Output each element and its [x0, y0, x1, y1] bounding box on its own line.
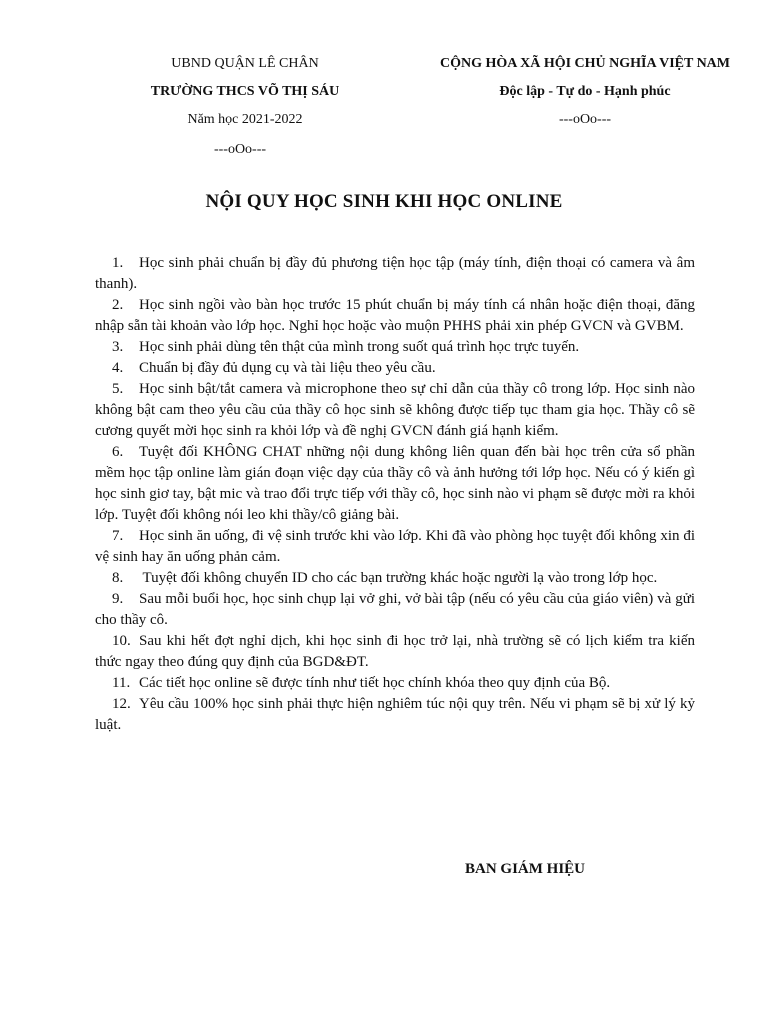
rule-item	[95, 526, 695, 568]
rule-number: 7.	[112, 528, 124, 544]
rule-item	[95, 631, 695, 673]
rule-text: Sau mỗi buổi học, học sinh chụp lại vở ghi, vở bài tập (nếu có yêu cầu của giáo viên) và gửi cho thầy cô.	[95, 591, 695, 628]
rule-text: Sau khi hết đợt nghỉ dịch, khi học sinh đi học trở lại, nhà trường sẽ có lịch kiểm tra kiến thức ngay theo đúng quy định của BGD&ĐT.	[95, 633, 695, 670]
rule-number: 5.	[112, 381, 124, 397]
header-left-separator: ---oOo---	[213, 142, 267, 157]
rule-number: 3.	[112, 339, 124, 355]
rule-text: Yêu cầu 100% học sinh phải thực hiện nghiêm túc nội quy trên. Nếu vi phạm sẽ bị xử lý kỷ luật.	[95, 696, 695, 733]
document-title: NỘI QUY HỌC SINH KHI HỌC ONLINE	[205, 191, 563, 212]
rule-text: Các tiết học online sẽ được tính như tiết học chính khóa theo quy định của Bộ.	[139, 675, 611, 691]
rule-item	[95, 253, 695, 295]
rule-text: Học sinh phải chuẩn bị đầy đủ phương tiện học tập (máy tính, điện thoại có camera và âm thanh).	[95, 255, 695, 292]
header-left	[110, 50, 380, 164]
rule-text: Chuẩn bị đầy đủ dụng cụ và tài liệu theo yêu cầu.	[139, 360, 436, 376]
signature-label: BAN GIÁM HIỆU	[465, 861, 586, 877]
rule-text: Tuyệt đối KHÔNG CHAT những nội dung không liên quan đến bài học trên cửa sổ phần mềm học tập online làm gián đoạn việc dạy của thầy cô và ảnh hưởng tới lớp học. Nếu có ý kiến gì học sinh giơ tay, bật mic và trao đổi trực tiếp với thầy cô, học sinh nào vi phạm sẽ được mời ra khỏi lớp. Tuyệt đối không nói leo khi thầy/cô giảng bài.	[95, 444, 695, 523]
header-right	[415, 50, 755, 134]
rule-number: 8.	[112, 570, 124, 586]
rule-number: 2.	[112, 297, 124, 313]
rule-item	[95, 295, 695, 337]
country-name: CỘNG HÒA XÃ HỘI CHỦ NGHĨA VIỆT NAM	[439, 56, 730, 71]
district-name: UBND QUẬN LÊ CHÂN	[171, 56, 319, 71]
national-motto: Độc lập - Tự do - Hạnh phúc	[499, 84, 671, 99]
rule-number: 6.	[112, 444, 124, 460]
school-year: Năm học 2021-2022	[187, 112, 303, 127]
rule-item	[95, 379, 695, 442]
rule-number: 9.	[112, 591, 124, 607]
rule-text: Học sinh bật/tắt camera và microphone theo sự chỉ dẫn của thầy cô trong lớp. Học sinh nào không bật cam theo yêu cầu của thầy cô học sinh sẽ không được tiếp tục tham gia học. Thầy cô sẽ cương quyết mời học sinh ra khỏi lớp và đề nghị GVCN đánh giá hạnh kiểm.	[95, 381, 695, 439]
rule-item	[95, 568, 695, 589]
rule-number: 12.	[112, 696, 131, 712]
rules-list	[95, 253, 695, 736]
rule-item	[95, 673, 695, 694]
rule-item	[95, 589, 695, 631]
rule-item	[95, 442, 695, 526]
rule-number: 10.	[112, 633, 131, 649]
rule-item	[95, 358, 695, 379]
school-name: TRƯỜNG THCS VÕ THỊ SÁU	[150, 84, 340, 99]
rule-text: Học sinh ngồi vào bàn học trước 15 phút chuẩn bị máy tính cá nhân hoặc điện thoại, đăng nhập sẵn tài khoản vào lớp học. Nghỉ học hoặc vào muộn PHHS phải xin phép GVCN và GVBM.	[95, 297, 695, 334]
rule-text: Học sinh phải dùng tên thật của mình trong suốt quá trình học trực tuyến.	[139, 339, 580, 355]
rule-item	[95, 337, 695, 358]
rule-number: 11.	[112, 675, 131, 691]
rule-item	[95, 694, 695, 736]
rule-text: Học sinh ăn uống, đi vệ sinh trước khi vào lớp. Khi đã vào phòng học tuyệt đối không xin đi vệ sinh hay ăn uống phản cảm.	[95, 528, 695, 565]
header-right-separator: ---oOo---	[558, 112, 612, 127]
rule-number: 4.	[112, 360, 124, 376]
rule-text: Tuyệt đối không chuyển ID cho các bạn trường khác hoặc người lạ vào trong lớp học.	[139, 570, 658, 586]
rule-number: 1.	[112, 255, 124, 271]
